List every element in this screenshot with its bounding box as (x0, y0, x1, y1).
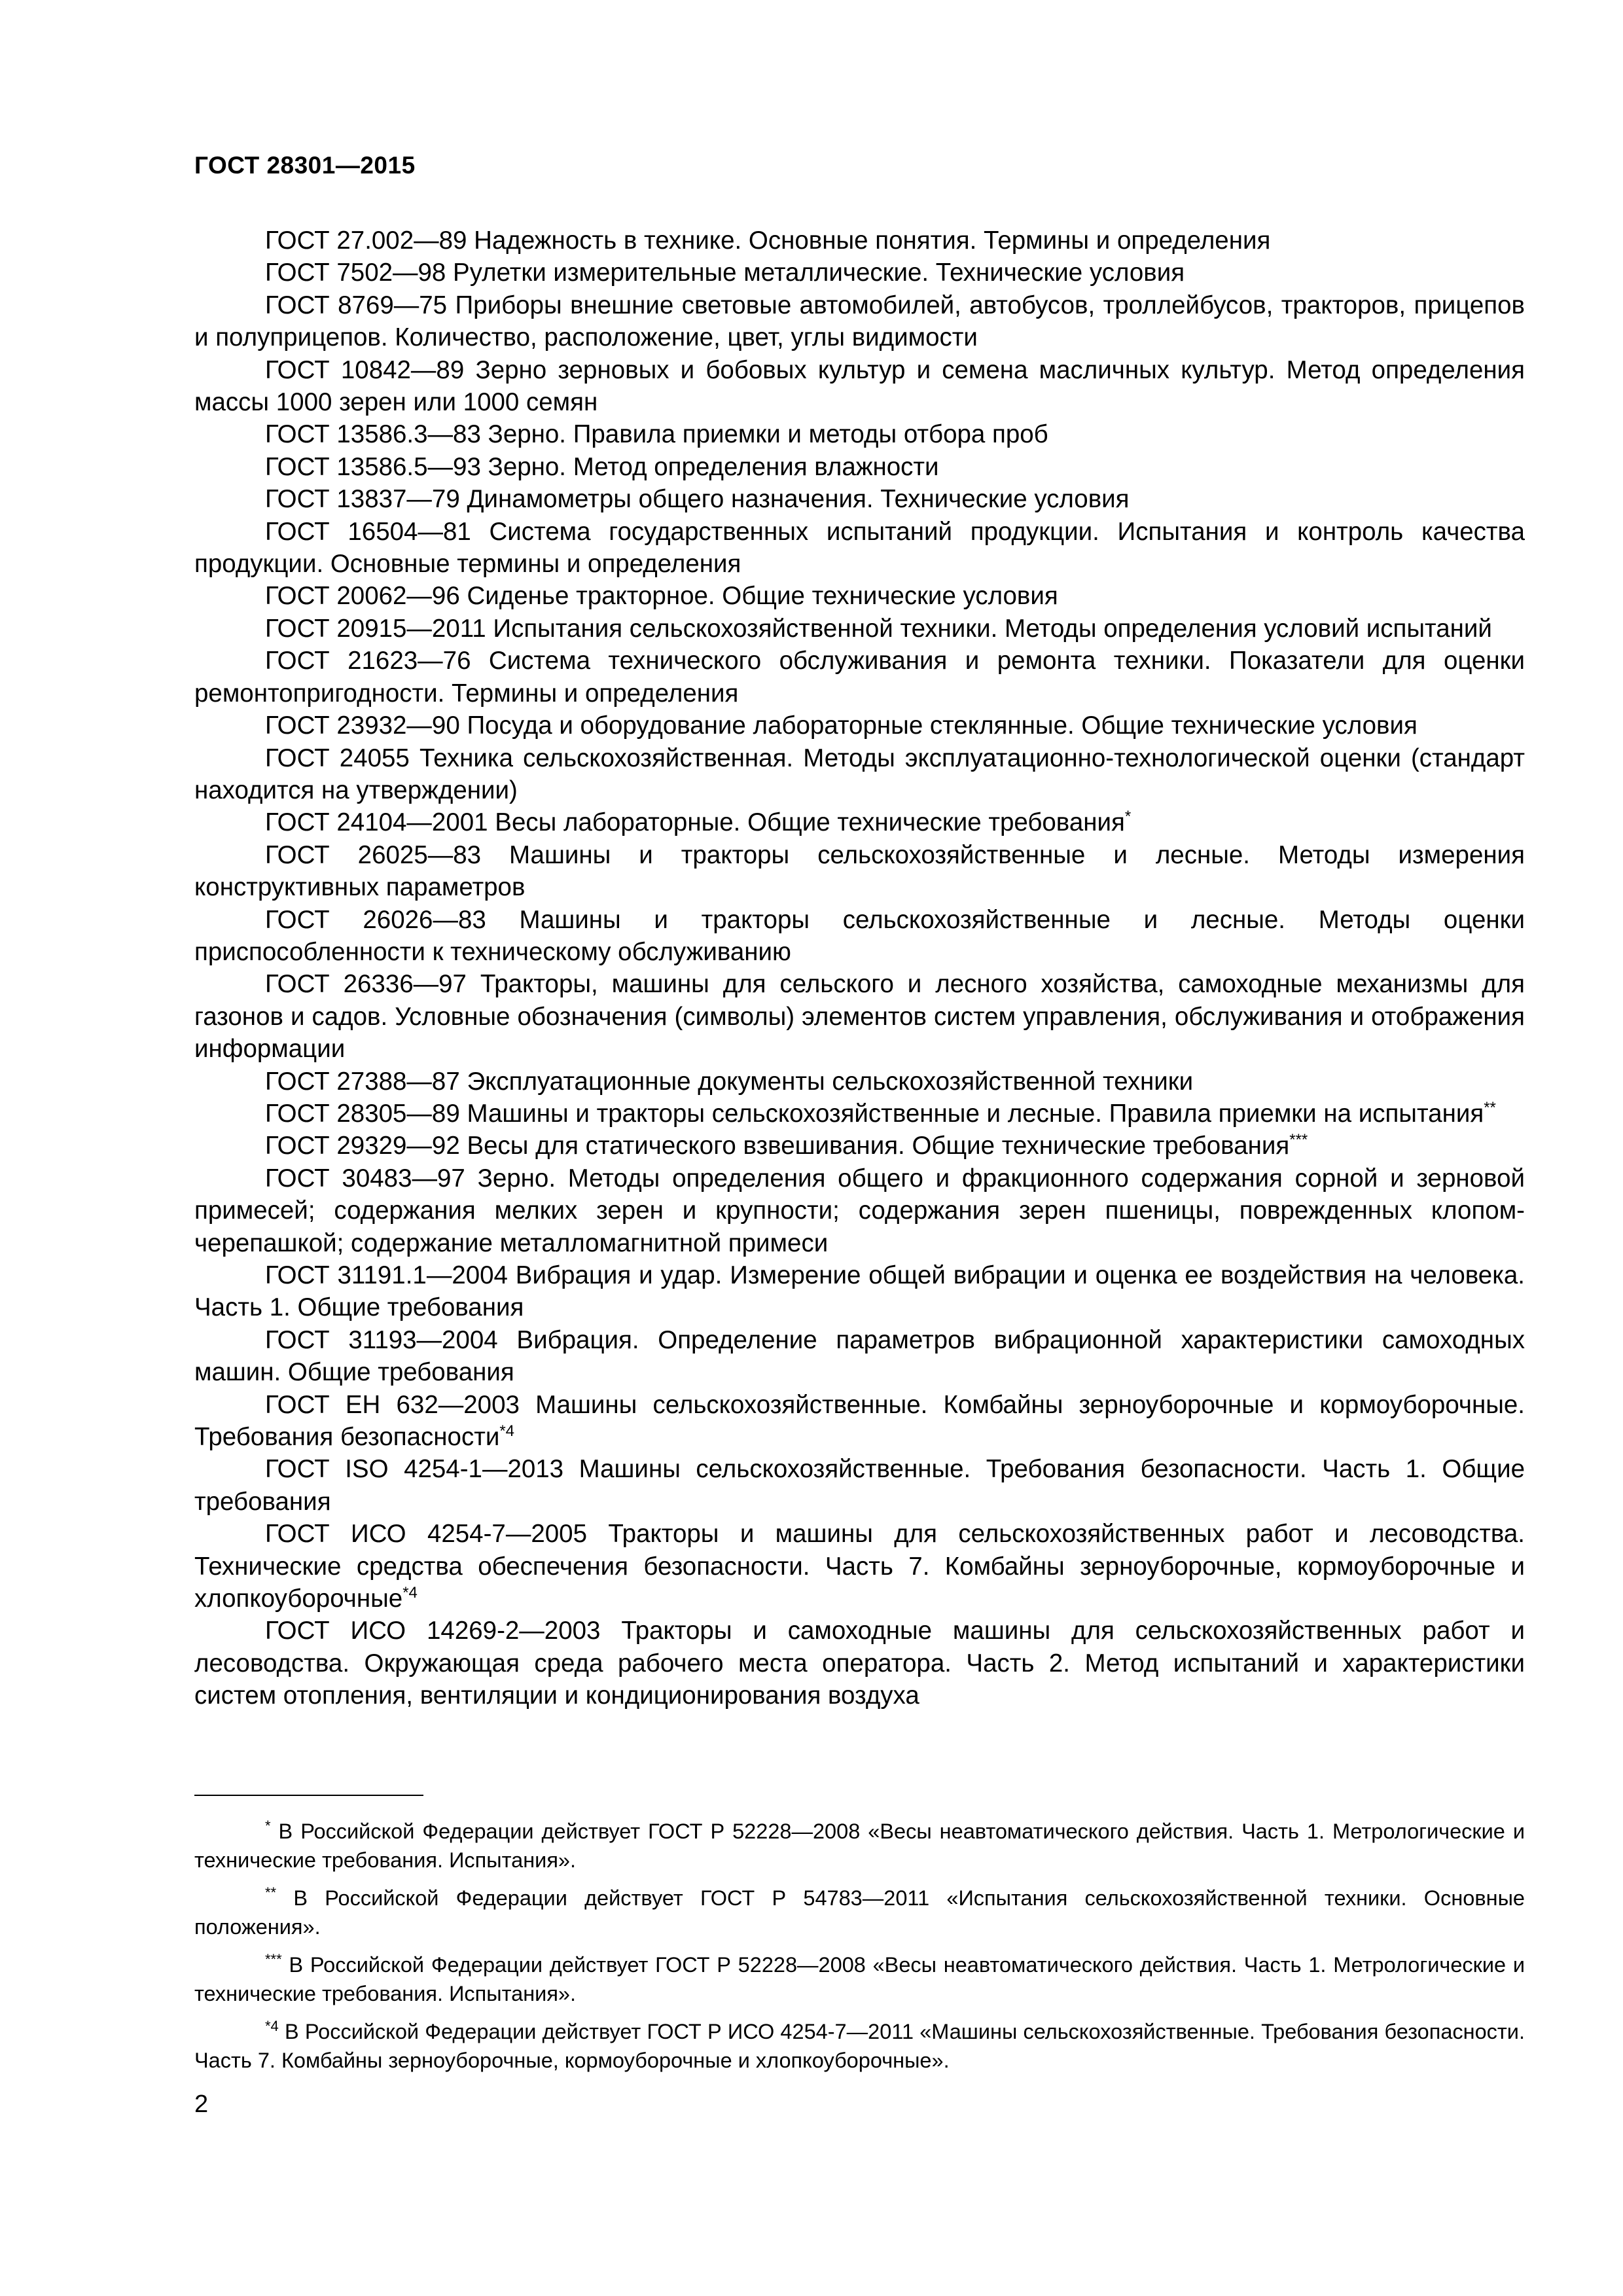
reference-item: ГОСТ 16504—81 Система государственных испытаний продукции. Испытания и контроль качества продукции. Основные термины и определения (194, 517, 1525, 579)
footnote: * В Российской Федерации действует ГОСТ Р 52228—2008 «Весы неавтоматического действия. Часть 1. Метрологические и технические требования. Испытания». (194, 1818, 1525, 1872)
reference-item: ГОСТ ИСО 4254-7—2005 Тракторы и машины для сельскохозяйственных работ и лесоводства. Технические средства обеспечения безопасности. Часть 7. Комбайны зерноуборочные, кормоуборочные и хлопкоуборочные$^{*4}$ (194, 1520, 1525, 1613)
reference-item: ГОСТ 7502—98 Рулетки измерительные металлические. Технические условия (265, 259, 1185, 287)
reference-item: ГОСТ ISO 4254-1—2013 Машины сельскохозяйственные. Требования безопасности. Часть 1. Общие требования (194, 1455, 1525, 1516)
reference-item: ГОСТ 30483—97 Зерно. Методы определения общего и фракционного содержания сорной и зерновой примесей; содержания мелких зерен и крупности; содержания зерен пшеницы, поврежденных клопом-черепашкой; содержание металломагнитной примеси (194, 1164, 1525, 1257)
reference-item: ГОСТ 8769—75 Приборы внешние световые автомобилей, автобусов, троллейбусов, тракторов, прицепов и полуприцепов. Количество, расположение, цвет, углы видимости (194, 291, 1525, 352)
reference-item: ГОСТ 29329—92 Весы для статического взвешивания. Общие технические требования*** (265, 1131, 1308, 1160)
document-header: ГОСТ 28301—2015 (194, 152, 416, 179)
reference-item: ГОСТ 31191.1—2004 Вибрация и удар. Измерение общей вибрации и оценка ее воздействия на человека. Часть 1. Общие требования (194, 1261, 1525, 1322)
reference-item: ГОСТ 20062—96 Сиденье тракторное. Общие технические условия (265, 582, 1058, 611)
reference-list (194, 224, 1525, 1712)
reference-item: ГОСТ 31193—2004 Вибрация. Определение параметров вибрационной характеристики самоходных машин. Общие требования (194, 1325, 1525, 1387)
reference-item: ГОСТ 23932—90 Посуда и оборудование лабораторные стеклянные. Общие технические условия (265, 711, 1418, 740)
reference-item: ГОСТ 13586.3—83 Зерно. Правила приемки и методы отбора проб (265, 420, 1048, 449)
footnote: ** В Российской Федерации действует ГОСТ Р 54783—2011 «Испытания сельскохозяйственной техники. Основные положения». (194, 1884, 1525, 1939)
reference-item: ГОСТ 27388—87 Эксплуатационные документы сельскохозяйственной техники (265, 1067, 1194, 1096)
footnotes (194, 1817, 1525, 2084)
reference-item: ГОСТ 13586.5—93 Зерно. Метод определения влажности (265, 452, 939, 481)
reference-item: ГОСТ 20915—2011 Испытания сельскохозяйственной техники. Методы определения условий испытаний (265, 614, 1492, 643)
reference-item: ГОСТ 26026—83 Машины и тракторы сельскохозяйственные и лесные. Методы оценки приспособленности к техническому обслуживанию (194, 905, 1525, 966)
reference-item: ГОСТ 24104—2001 Весы лабораторные. Общие технические требования* (265, 808, 1132, 837)
reference-item: ГОСТ 10842—89 Зерно зерновых и бобовых культур и семена масличных культур. Метод определения массы 1000 зерен или 1000 семян (194, 355, 1525, 417)
footnote: $^{*4}$ В Российской Федерации действует ГОСТ Р ИСО 4254-7—2011 «Машины сельскохозяйственные. Требования безопасности. Часть 7. Комбайны зерноуборочные, кормоуборочные и хлопкоуборочные». (194, 2018, 1525, 2072)
footnote-separator (194, 1795, 423, 1796)
reference-item: ГОСТ 28305—89 Машины и тракторы сельскохозяйственные и лесные. Правила приемки на испытания** (265, 1099, 1496, 1128)
reference-item: ГОСТ 21623—76 Система технического обслуживания и ремонта техники. Показатели для оценки ремонтопригодности. Термины и определения (194, 647, 1525, 708)
reference-item: ГОСТ 26336—97 Тракторы, машины для сельского и лесного хозяйства, самоходные механизмы для газонов и садов. Условные обозначения (символы) элементов систем управления, обслуживания и отображения информации (194, 970, 1525, 1064)
reference-item: ГОСТ ЕН 632—2003 Машины сельскохозяйственные. Комбайны зерноуборочные и кормоуборочные. Требования безопасности$^{*4}$ (194, 1390, 1525, 1452)
reference-item: ГОСТ 26025—83 Машины и тракторы сельскохозяйственные и лесные. Методы измерения конструктивных параметров (194, 840, 1525, 902)
page-number: 2 (194, 2090, 209, 2118)
reference-item: ГОСТ ИСО 14269-2—2003 Тракторы и самоходные машины для сельскохозяйственных работ и лесоводства. Окружающая среда рабочего места оператора. Часть 2. Метод испытаний и характеристики систем отопления, вентиляции и кондиционирования воздуха (194, 1617, 1525, 1710)
reference-item: ГОСТ 24055 Техника сельскохозяйственная. Методы эксплуатационно-технологической оценки (стандарт находится на утверждении) (194, 744, 1525, 804)
reference-item: ГОСТ 27.002—89 Надежность в технике. Основные понятия. Термины и определения (265, 226, 1271, 255)
footnote: *** В Российской Федерации действует ГОСТ Р 52228—2008 «Весы неавтоматического действия. Часть 1. Метрологические и технические требования. Испытания». (194, 1951, 1525, 2005)
reference-item: ГОСТ 13837—79 Динамометры общего назначения. Технические условия (265, 485, 1130, 514)
